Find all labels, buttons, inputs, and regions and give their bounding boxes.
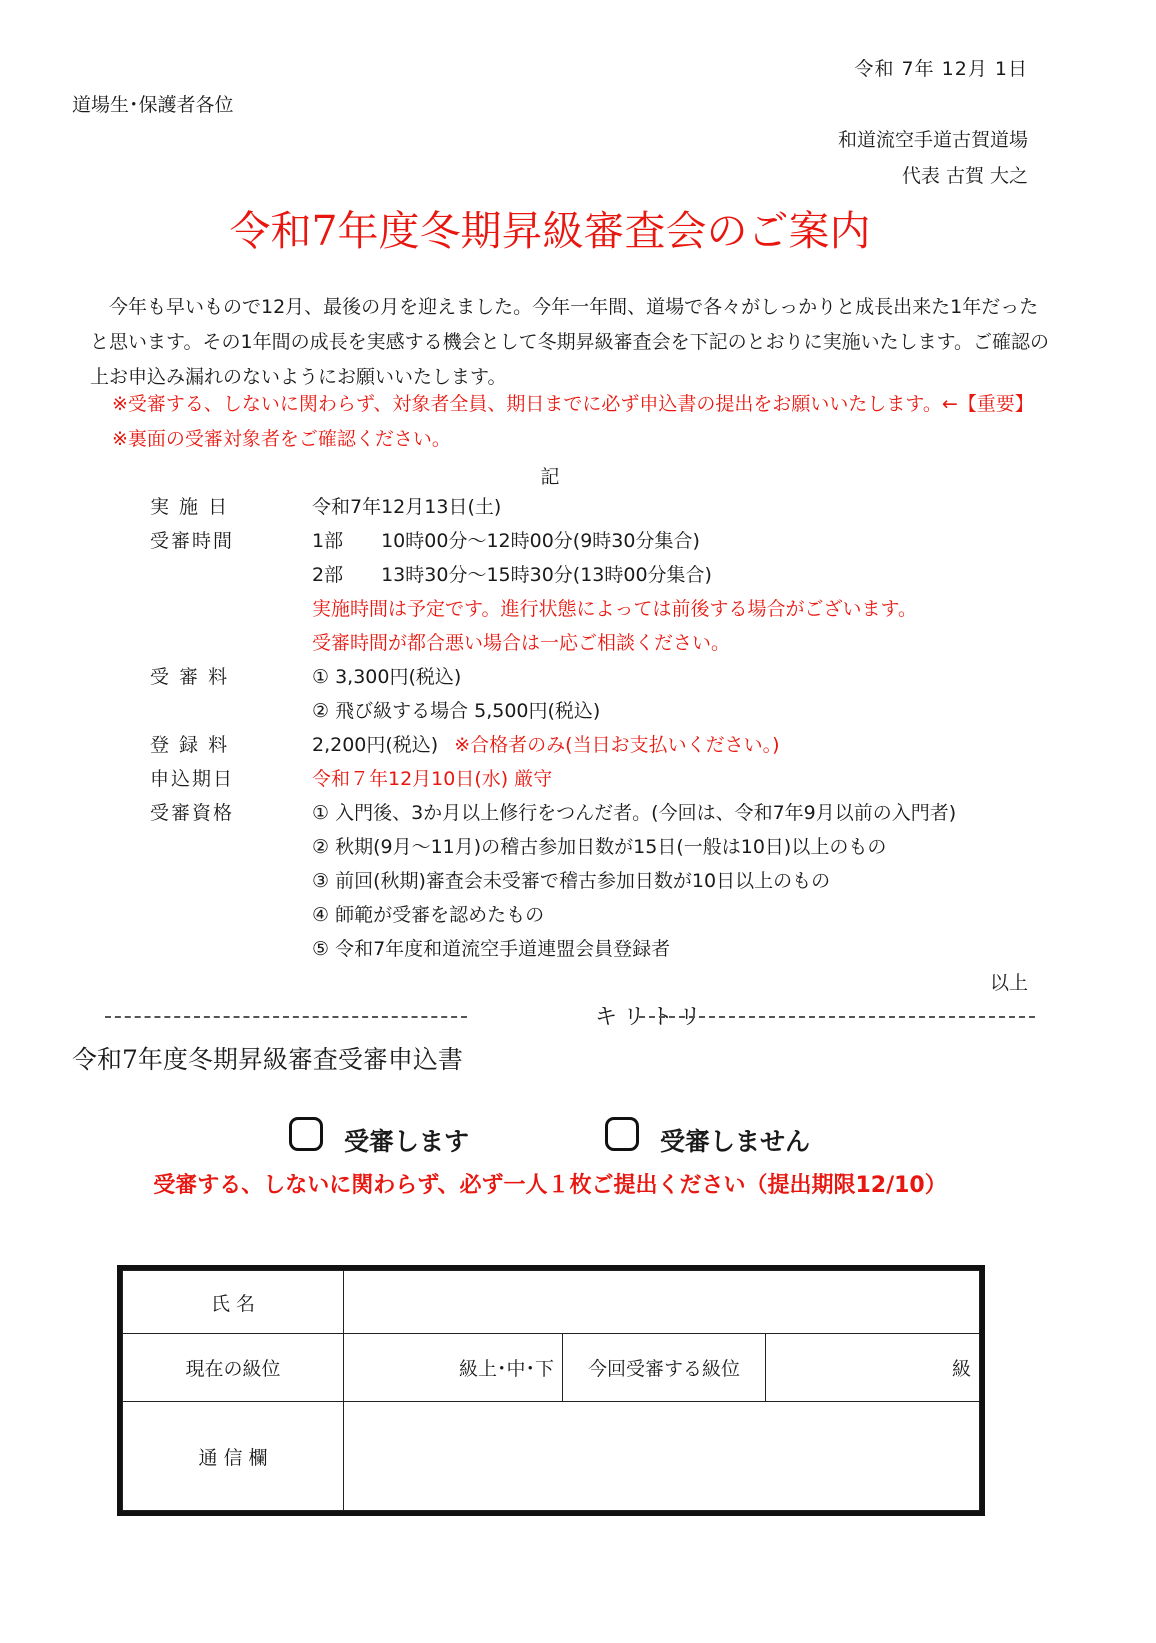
comment-row: [123, 1402, 980, 1511]
form-title: 令和7年度冬期昇級審査受審申込書: [72, 1045, 463, 1074]
detail-time-row-2: [0, 560, 1100, 594]
name-label: 氏 名: [123, 1271, 344, 1334]
not-attend-checkbox[interactable]: [605, 1117, 639, 1151]
ki-heading: 記: [540, 466, 560, 488]
detail-time-note-2: 受審時間が都合悪い場合は一応ご相談ください。: [312, 632, 731, 654]
current-rank-label: 現在の級位: [123, 1334, 344, 1402]
target-rank-label: 今回受審する級位: [563, 1334, 766, 1402]
detail-time-note-1: 実施時間は予定です。進行状態によっては前後する場合がございます。: [312, 598, 917, 620]
detail-qualification-row-2: [0, 832, 1100, 866]
name-row: [123, 1271, 980, 1334]
detail-fee-label: 受 審 料: [150, 666, 230, 688]
comment-label: 通 信 欄: [123, 1402, 344, 1511]
intro-paragraph: 今年も早いもので12月、最後の月を迎えました。今年一年間、道場で各々がしっかりと成長出来た1年だったと思います。その1年間の成長を実感する機会として冬期昇級審査会を下記のとおりに実施いたします。ご確認の上お申込み漏れのないようにお願いいたします。: [90, 296, 1050, 388]
important-note: ※受審する、しないに関わらず、対象者全員、期日までに必ず申込書の提出をお願いいたします。←【重要】: [112, 393, 1034, 415]
document-date: 令和 7年 12月 1日: [854, 58, 1028, 80]
cut-dash-left: [105, 1016, 467, 1018]
detail-deadline-row: [0, 764, 1100, 798]
name-field[interactable]: [344, 1271, 980, 1334]
rank-row: [123, 1334, 980, 1402]
current-rank-field[interactable]: 級上･中･下: [344, 1334, 563, 1402]
reverse-side-note: ※裏面の受審対象者をご確認ください。: [112, 428, 451, 450]
attend-checkbox[interactable]: [289, 1117, 323, 1151]
detail-time-note-row: [0, 594, 1100, 628]
detail-fee-1: ① 3,300円(税込): [312, 666, 462, 688]
intro-text: [90, 290, 1050, 395]
not-attend-option-label: 受審しません: [660, 1127, 811, 1156]
application-form-table: [117, 1265, 985, 1516]
sender-block: [838, 122, 1028, 194]
organization-name: 和道流空手道古賀道場: [837, 129, 1028, 151]
comment-field[interactable]: [344, 1402, 980, 1511]
detail-registration-value: 2,200円(税込): [312, 734, 439, 756]
target-rank-field[interactable]: 級: [766, 1334, 980, 1402]
cut-label: キリトリ: [595, 1005, 708, 1030]
detail-time-label: 受審時間: [150, 530, 235, 552]
cut-dash-right: [639, 1016, 1035, 1018]
detail-deadline-value: 令和７年12月10日(水) 厳守: [312, 768, 553, 790]
detail-fee-row: [0, 662, 1100, 696]
detail-registration-note: ※合格者のみ(当日お支払いください。): [454, 734, 780, 756]
representative-name: 代表 古賀 大之: [901, 165, 1028, 187]
detail-date-value: 令和7年12月13日(土): [312, 496, 502, 518]
detail-deadline-label: 申込期日: [150, 768, 235, 790]
detail-time-row: [0, 526, 1100, 560]
detail-fee-row-2: [0, 696, 1100, 730]
detail-time-note-row-2: [0, 628, 1100, 662]
detail-qualification-4: ④ 師範が受審を認めたもの: [312, 904, 545, 926]
closing-mark: 以上: [989, 972, 1028, 994]
detail-qualification-row-4: [0, 900, 1100, 934]
detail-registration-row: [0, 730, 1100, 764]
detail-registration-value-wrap: [312, 730, 780, 757]
detail-time-1: 1部 10時00分～12時00分(9時30分集合): [312, 530, 700, 552]
addressee: 道場生･保護者各位: [72, 94, 234, 116]
detail-qualification-row-5: [0, 934, 1100, 968]
detail-qualification-label: 受審資格: [150, 802, 235, 824]
cut-line: [105, 1000, 1035, 1030]
attend-option-label: 受審します: [344, 1127, 470, 1156]
detail-date-row: [0, 492, 1100, 526]
detail-qualification-1: ① 入門後、3か月以上修行をつんだ者。(今回は、令和7年9月以前の入門者): [312, 802, 957, 824]
detail-time-2: 2部 13時30分～15時30分(13時00分集合): [312, 564, 712, 586]
detail-qualification-row-3: [0, 866, 1100, 900]
detail-qualification-5: ⑤ 令和7年度和道流空手道連盟会員登録者: [312, 938, 671, 960]
detail-fee-2: ② 飛び級する場合 5,500円(税込): [312, 700, 601, 722]
detail-qualification-2: ② 秋期(9月～11月)の稽古参加日数が15日(一般は10日)以上のもの: [312, 836, 887, 858]
detail-registration-label: 登 録 料: [150, 734, 230, 756]
page-title: 令和7年度冬期昇級審査会のご案内: [229, 207, 871, 255]
detail-date-label: 実 施 日: [150, 496, 230, 518]
detail-qualification-row: [0, 798, 1100, 832]
detail-qualification-3: ③ 前回(秋期)審査会未受審で稽古参加日数が10日以上のもの: [312, 870, 831, 892]
submission-notice: 受審する、しないに関わらず、必ず一人１枚ご提出ください（提出期限12/10）: [153, 1173, 947, 1198]
